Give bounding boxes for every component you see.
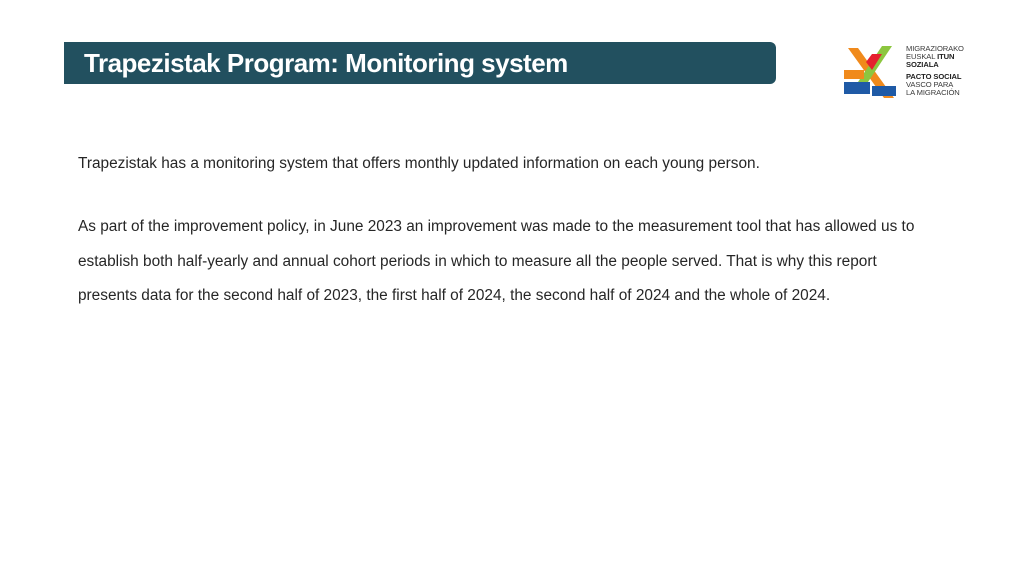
- pacto-social-logo: [842, 44, 972, 102]
- body-paragraph: Trapezistak has a monitoring system that offers monthly updated information on each young person.: [78, 155, 760, 172]
- logo-line: ITUN: [937, 52, 955, 62]
- slide-body: [78, 150, 928, 314]
- logo-line: SOZIALA: [906, 60, 939, 70]
- logo-line: LA MIGRACIÓN: [906, 88, 960, 98]
- slide-title: Trapezistak Program: Monitoring system: [84, 47, 568, 78]
- pacto-social-x-logo-icon: [842, 44, 898, 100]
- logo-line: MIGRAZIORAKO: [906, 44, 964, 53]
- logo-line: PACTO SOCIAL: [906, 71, 962, 81]
- slide-title-bar: [64, 42, 776, 84]
- logo-line: EUSKAL: [906, 52, 936, 62]
- body-paragraph: As part of the improvement policy, in June 2023 an improvement was made to the measurement tool that has allowed us to establish both half-yearly and annual cohort periods in which to measure all the people served. That is why this report presents data for the second half of 2023, the first half of 2024, the second half of 2024 and the whole of 2024.: [78, 218, 915, 304]
- logo-line: VASCO PARA: [906, 79, 954, 89]
- logo-wordmark: [906, 45, 964, 97]
